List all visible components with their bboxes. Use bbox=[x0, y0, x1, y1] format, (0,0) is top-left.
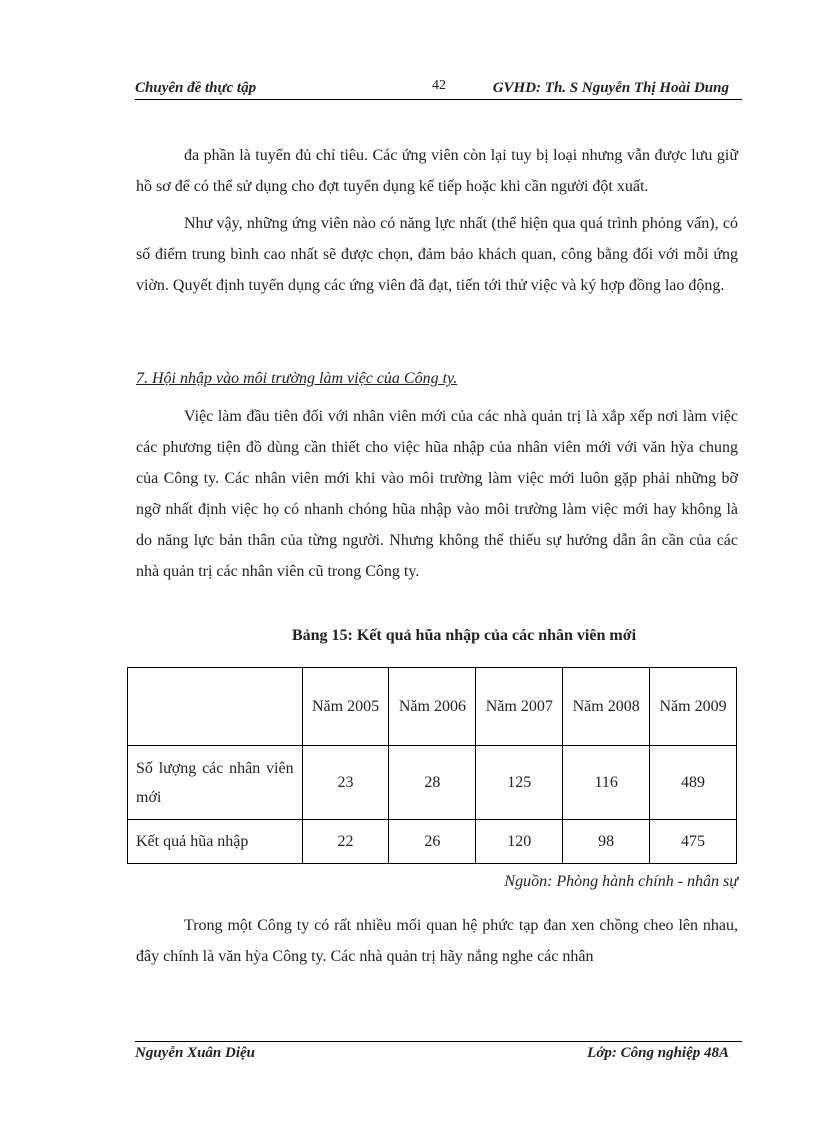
table-cell: 475 bbox=[650, 820, 737, 864]
body-top bbox=[136, 140, 738, 301]
table-header-cell: Năm 2006 bbox=[389, 668, 476, 746]
body-mid bbox=[136, 401, 738, 587]
footer-rule bbox=[135, 1041, 742, 1042]
table-row-label: Kết quả hũa nhập bbox=[128, 820, 303, 864]
paragraph-3: Việc làm đầu tiên đối với nhân viên mới của các nhà quản trị là xắp xếp nơi làm việc các phương tiện đồ dùng cần thiết cho việc hũa nhập của nhân viên mới với văn hỳa chung của Công ty. Các nhân viên mới khi vào môi trường làm việc mới luôn gặp phải những bỡ ngỡ nhất định việc họ có nhanh chóng hũa nhập vào môi trường làm việc mới hay không là do năng lực bản thân của từng người. Nhưng không thể thiếu sự hướng dẫn ân cần của các nhà quản trị các nhân viên cũ trong Công ty. bbox=[136, 408, 738, 580]
header-rule bbox=[135, 99, 742, 100]
table-source: Nguồn: Phòng hành chính - nhân sự bbox=[504, 873, 738, 890]
table-cell: 116 bbox=[563, 746, 650, 820]
table-header-cell bbox=[128, 668, 303, 746]
table-cell: 26 bbox=[389, 820, 476, 864]
table-cell: 125 bbox=[476, 746, 563, 820]
table-cell: 23 bbox=[302, 746, 389, 820]
header-supervisor: GVHD: Th. S Nguyễn Thị Hoài Dung bbox=[492, 80, 729, 96]
table-header-cell: Năm 2007 bbox=[476, 668, 563, 746]
table-cell: 489 bbox=[650, 746, 737, 820]
page-number: 42 bbox=[432, 78, 446, 93]
table-cell: 120 bbox=[476, 820, 563, 864]
footer-author: Nguyễn Xuân Diệu bbox=[135, 1045, 256, 1061]
table-header-cell: Năm 2005 bbox=[302, 668, 389, 746]
section-heading: 7. Hội nhập vào môi trường làm việc của Công ty. bbox=[136, 370, 458, 387]
table-header-cell: Năm 2009 bbox=[650, 668, 737, 746]
table-title: Bảng 15: Kết quả hũa nhập của các nhân viên mới bbox=[291, 627, 637, 644]
footer-class: Lớp: Công nghiệp 48A bbox=[587, 1045, 729, 1061]
table-row bbox=[128, 746, 737, 820]
table-cell: 98 bbox=[563, 820, 650, 864]
page-header bbox=[135, 80, 741, 100]
paragraph-1: đa phần là tuyển đủ chỉ tiêu. Các ứng viên còn lại tuy bị loại nhưng vẫn được lưu giữ hồ sơ để có thể sử dụng cho đợt tuyển dụng kế tiếp hoặc khi cần người đột xuất. bbox=[136, 147, 738, 195]
table-cell: 22 bbox=[302, 820, 389, 864]
header-title: Chuyên đề thực tập bbox=[135, 80, 257, 96]
body-bottom bbox=[136, 910, 738, 972]
table-header-cell: Năm 2008 bbox=[563, 668, 650, 746]
table-header-row bbox=[128, 668, 737, 746]
paragraph-4: Trong một Công ty có rất nhiều mối quan hệ phức tạp đan xen chồng cheo lên nhau, đây chính là văn hỳa Công ty. Các nhà quản trị hãy nắng nghe các nhân bbox=[136, 917, 738, 965]
table-row bbox=[128, 820, 737, 864]
table-row-label: Số lượng các nhân viên mới bbox=[128, 746, 303, 820]
table-cell: 28 bbox=[389, 746, 476, 820]
data-table bbox=[127, 667, 737, 864]
paragraph-2: Như vậy, những ứng viên nào có năng lực nhất (thể hiện qua quá trình phỏng vấn), có số điểm trung bình cao nhất sẽ được chọn, đảm bảo khách quan, công bằng đối với mỗi ứng viờn. Quyết định tuyển dụng các ứng viên đã đạt, tiến tới thử việc và ký hợp đồng lao động. bbox=[136, 215, 738, 294]
